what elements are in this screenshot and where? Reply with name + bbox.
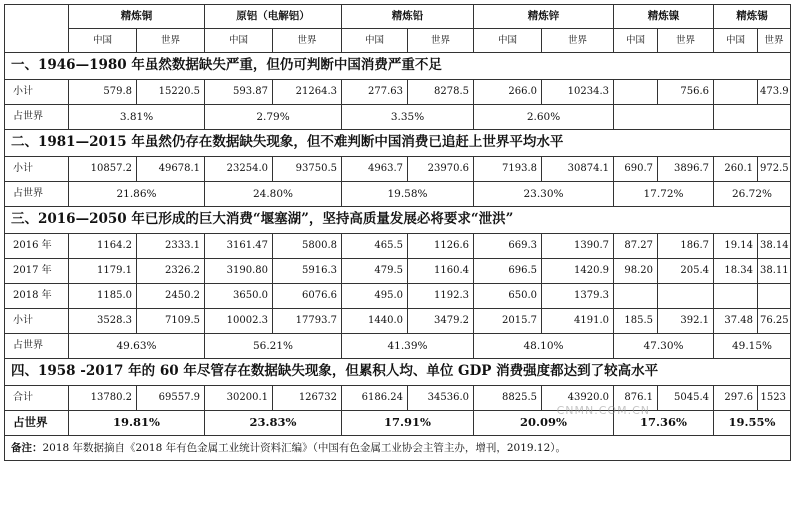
data-cell: 34536.0 [408,386,474,411]
data-row [5,80,791,105]
data-cell: 87.27 [614,234,658,259]
data-cell: 579.8 [69,80,137,105]
data-cell: 69557.9 [137,386,205,411]
share-cell: 19.58% [342,182,474,207]
data-row [5,259,791,284]
data-cell [714,284,758,309]
data-cell: 1160.4 [408,259,474,284]
data-cell: 205.4 [658,259,714,284]
share-label: 占世界 [5,105,69,130]
data-cell: 260.1 [714,157,758,182]
share-cell: 49.15% [714,334,791,359]
row-label: 2017 年 [5,259,69,284]
data-cell: 8825.5 [474,386,542,411]
data-cell: 4963.7 [342,157,408,182]
data-cell: 185.5 [614,309,658,334]
data-cell: 8278.5 [408,80,474,105]
china-header: 中国 [342,29,408,53]
data-cell: 17793.7 [273,309,342,334]
data-row [5,309,791,334]
metal-header: 精炼镍 [614,5,714,29]
share-cell: 23.83% [205,411,342,436]
data-cell: 1164.2 [69,234,137,259]
data-row [5,284,791,309]
data-cell: 23254.0 [205,157,273,182]
row-label: 2018 年 [5,284,69,309]
header-row-metals [5,5,791,29]
notes-cell [5,436,791,461]
world-header: 世界 [273,29,342,53]
data-cell: 1420.9 [542,259,614,284]
metal-header: 精炼锡 [714,5,791,29]
data-cell: 5045.4 [658,386,714,411]
section-title-row [5,130,791,157]
world-header: 世界 [658,29,714,53]
share-cell: 41.39% [342,334,474,359]
data-cell: 6076.6 [273,284,342,309]
data-cell: 1185.0 [69,284,137,309]
data-cell: 10234.3 [542,80,614,105]
data-cell [714,80,758,105]
share-cell: 17.72% [614,182,714,207]
share-cell: 19.55% [714,411,791,436]
data-cell: 4191.0 [542,309,614,334]
data-cell: 3650.0 [205,284,273,309]
data-cell [658,284,714,309]
data-cell: 1179.1 [69,259,137,284]
section-title-row [5,53,791,80]
data-cell: 21264.3 [273,80,342,105]
data-cell: 3190.80 [205,259,273,284]
data-cell: 18.34 [714,259,758,284]
section-title: 二、1981—2015 年虽然仍存在数据缺失现象，但不难判断中国消费已追赶上世界平均水平 [5,130,791,157]
data-cell: 756.6 [658,80,714,105]
row-label: 2016 年 [5,234,69,259]
metal-header: 精炼铅 [342,5,474,29]
share-cell: 17.91% [342,411,474,436]
data-cell [614,284,658,309]
metal-header: 原铝（电解铝） [205,5,342,29]
data-cell: 972.5 [758,157,791,182]
data-cell: 37.48 [714,309,758,334]
share-row [5,411,791,436]
data-cell: 277.63 [342,80,408,105]
share-row [5,334,791,359]
share-label: 占世界 [5,411,69,436]
china-header: 中国 [714,29,758,53]
data-cell: 7109.5 [137,309,205,334]
data-cell: 1379.3 [542,284,614,309]
data-cell: 473.9 [758,80,791,105]
world-header: 世界 [137,29,205,53]
notes-text: 2018 年数据摘自《2018 年有色金属工业统计资料汇编》（中国有色金属工业协会主管主办，增刊，2019.12）。 [42,441,567,454]
data-cell: 23970.6 [408,157,474,182]
metal-header: 精炼锌 [474,5,614,29]
share-cell: 24.80% [205,182,342,207]
data-cell: 3161.47 [205,234,273,259]
share-cell: 48.10% [474,334,614,359]
data-cell: 43920.0 [542,386,614,411]
data-cell: 30874.1 [542,157,614,182]
share-cell: 21.86% [69,182,205,207]
data-cell: 10857.2 [69,157,137,182]
data-cell: 98.20 [614,259,658,284]
section-title: 三、2016—2050 年已形成的巨大消费“堰塞湖”，坚持高质量发展必将要求“泄洪” [5,207,791,234]
share-row [5,105,791,130]
share-cell: 2.60% [474,105,614,130]
world-header: 世界 [758,29,791,53]
data-cell: 3896.7 [658,157,714,182]
header-corner [5,5,69,53]
data-cell: 38.14 [758,234,791,259]
data-cell [614,80,658,105]
data-cell: 669.3 [474,234,542,259]
data-cell: 15220.5 [137,80,205,105]
section-title-row [5,359,791,386]
watermark: CNMN.COM.CN [556,404,650,417]
data-cell: 479.5 [342,259,408,284]
china-header: 中国 [614,29,658,53]
share-cell: 19.81% [69,411,205,436]
china-header: 中国 [205,29,273,53]
share-cell: 3.81% [69,105,205,130]
data-cell: 2326.2 [137,259,205,284]
data-cell: 2450.2 [137,284,205,309]
data-cell: 650.0 [474,284,542,309]
data-cell: 1523 [758,386,791,411]
data-cell: 76.25 [758,309,791,334]
world-header: 世界 [408,29,474,53]
data-cell: 3528.3 [69,309,137,334]
data-cell: 10002.3 [205,309,273,334]
header-row-region [5,29,791,53]
share-cell: 49.63% [69,334,205,359]
share-label: 占世界 [5,334,69,359]
data-cell: 392.1 [658,309,714,334]
data-row [5,157,791,182]
section-title: 四、1958 -2017 年的 60 年尽管存在数据缺失现象，但累积人均、单位 GDP 消费强度都达到了较高水平 [5,359,791,386]
data-cell: 2015.7 [474,309,542,334]
share-cell: 20.09% [474,411,614,436]
consumption-table [4,4,791,461]
data-cell: 5916.3 [273,259,342,284]
share-cell: 56.21% [205,334,342,359]
data-cell: 7193.8 [474,157,542,182]
data-cell: 1126.6 [408,234,474,259]
data-cell: 593.87 [205,80,273,105]
data-cell: 690.7 [614,157,658,182]
data-cell: 6186.24 [342,386,408,411]
china-header: 中国 [69,29,137,53]
data-row [5,386,791,411]
notes-label: 备注： [11,441,43,454]
data-row [5,234,791,259]
share-cell: 3.35% [342,105,474,130]
share-cell [714,105,791,130]
row-label: 小计 [5,157,69,182]
share-cell: 2.79% [205,105,342,130]
data-cell: 19.14 [714,234,758,259]
row-label: 小计 [5,309,69,334]
data-cell: 5800.8 [273,234,342,259]
section-title-row [5,207,791,234]
world-header: 世界 [542,29,614,53]
data-cell: 49678.1 [137,157,205,182]
data-cell: 3479.2 [408,309,474,334]
data-cell: 186.7 [658,234,714,259]
share-cell: 23.30% [474,182,614,207]
notes-row [5,436,791,461]
data-cell: 126732 [273,386,342,411]
data-cell: 1192.3 [408,284,474,309]
data-cell: 93750.5 [273,157,342,182]
china-header: 中国 [474,29,542,53]
data-cell: 266.0 [474,80,542,105]
data-cell: 876.1 [614,386,658,411]
share-label: 占世界 [5,182,69,207]
section-title: 一、1946—1980 年虽然数据缺失严重，但仍可判断中国消费严重不足 [5,53,791,80]
share-cell: 26.72% [714,182,791,207]
data-cell: 30200.1 [205,386,273,411]
share-cell [614,105,714,130]
data-cell: 495.0 [342,284,408,309]
data-cell: 38.11 [758,259,791,284]
data-cell: 696.5 [474,259,542,284]
row-label: 合计 [5,386,69,411]
share-cell: 47.30% [614,334,714,359]
data-cell: 1440.0 [342,309,408,334]
data-cell [758,284,791,309]
row-label: 小计 [5,80,69,105]
data-cell: 1390.7 [542,234,614,259]
document [4,4,789,461]
data-cell: 13780.2 [69,386,137,411]
data-cell: 2333.1 [137,234,205,259]
data-cell: 465.5 [342,234,408,259]
share-cell: 17.36% [614,411,714,436]
share-row [5,182,791,207]
metal-header: 精炼铜 [69,5,205,29]
data-cell: 297.6 [714,386,758,411]
